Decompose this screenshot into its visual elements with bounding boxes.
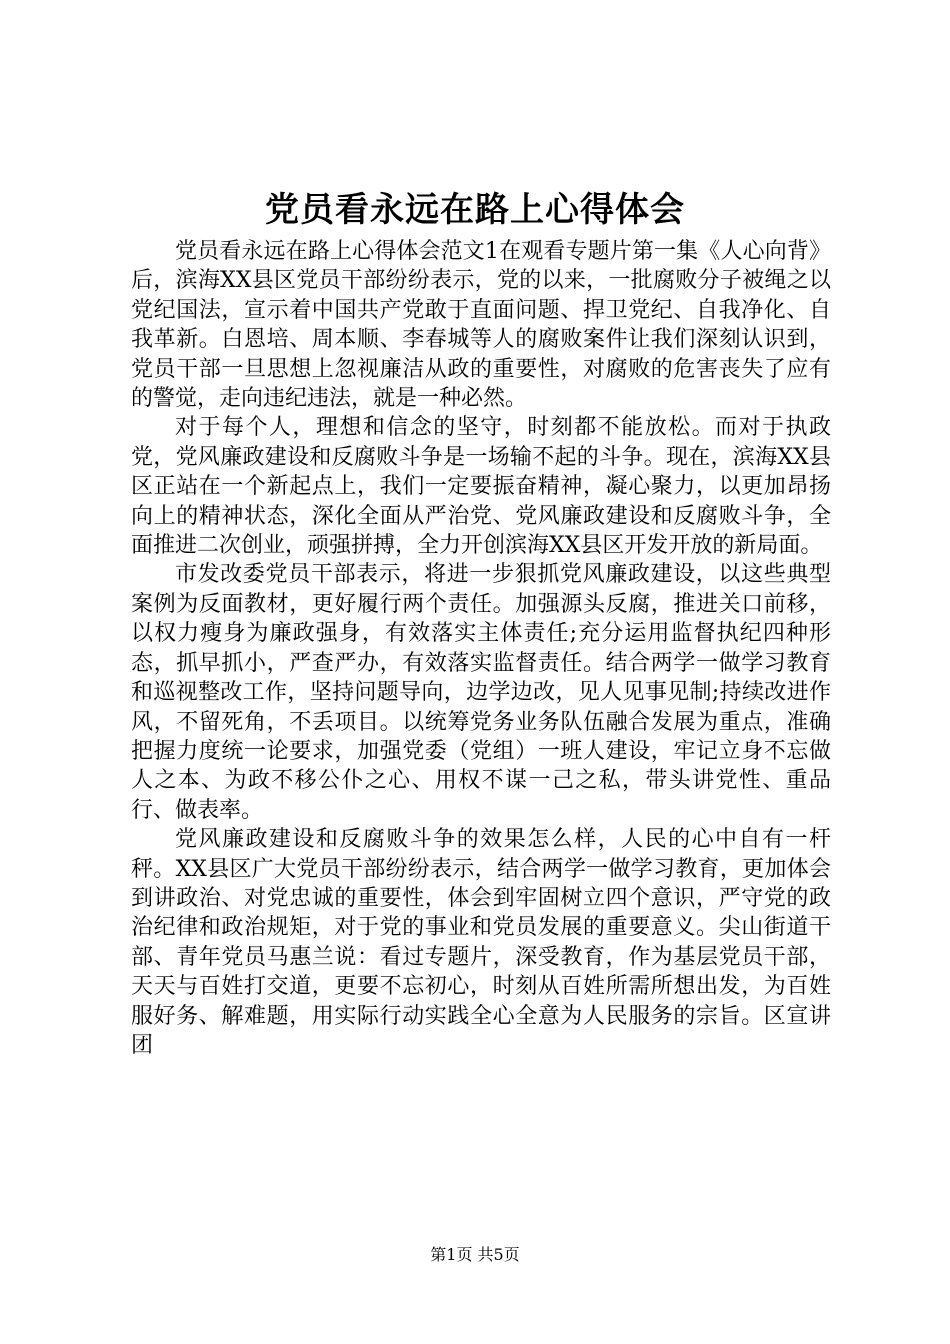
paragraph-2: 对于每个人，理想和信念的坚守，时刻都不能放松。而对于执政党，党风廉政建设和反腐败斗争是一场输不起的斗争。现在，滨海XX县区正站在一个新起点上，我们一定要振奋精神，凝心聚力，以更加昂扬向上的精神状态，深化全面从严治党、党风廉政建设和反腐败斗争，全面推进二次创业，顽强拼搏，全力开创滨海XX县区开发开放的新局面。 xyxy=(131,415,831,559)
document-body xyxy=(131,237,831,1060)
paragraph-1: 党员看永远在路上心得体会范文1在观看专题片第一集《人心向背》后，滨海XX县区党员干部纷纷表示，党的以来，一批腐败分子被绳之以党纪国法，宣示着中国共产党敢于直面问题、捍卫党纪、自我净化、自我革新。白恩培、周本顺、李春城等人的腐败案件让我们深刻认识到，党员干部一旦思想上忽视廉洁从政的重要性，对腐败的危害丧失了应有的警觉，走向违纪违法，就是一种必然。 xyxy=(131,239,831,412)
document-title: 党员看永远在路上心得体会 xyxy=(265,190,685,230)
paragraph-4: 党风廉政建设和反腐败斗争的效果怎么样，人民的心中自有一杆秤。XX县区广大党员干部纷纷表示，结合两学一做学习教育，更加体会到讲政治、对党忠诚的重要性，体会到牢固树立四个意识，严守党的政治纪律和政治规矩，对于党的事业和党员发展的重要意义。尖山街道干部、青年党员马惠兰说：看过专题片，深受教育，作为基层党员干部，天天与百姓打交道，更要不忘初心，时刻从百姓所需所想出发，为百姓服好务、解难题，用实际行动实践全心全意为人民服务的宗旨。区宣讲团 xyxy=(131,827,831,1058)
page-footer: 第1页 共5页 xyxy=(430,1245,520,1264)
paragraph-3: 市发改委党员干部表示，将进一步狠抓党风廉政建设，以这些典型案例为反面教材，更好履行两个责任。加强源头反腐，推进关口前移，以权力瘦身为廉政强身，有效落实主体责任;充分运用监督执纪四种形态，抓早抓小，严查严办，有效落实监督责任。结合两学一做学习教育和巡视整改工作，坚持问题导向，边学边改，见人见事见制;持续改进作风，不留死角，不丢项目。以统筹党务业务队伍融合发展为重点，准确把握力度统一论要求，加强党委（党组）一班人建设，牢记立身不忘做人之本、为政不移公仆之心、用权不谋一己之私，带头讲党性、重品行、做表率。 xyxy=(131,562,831,823)
